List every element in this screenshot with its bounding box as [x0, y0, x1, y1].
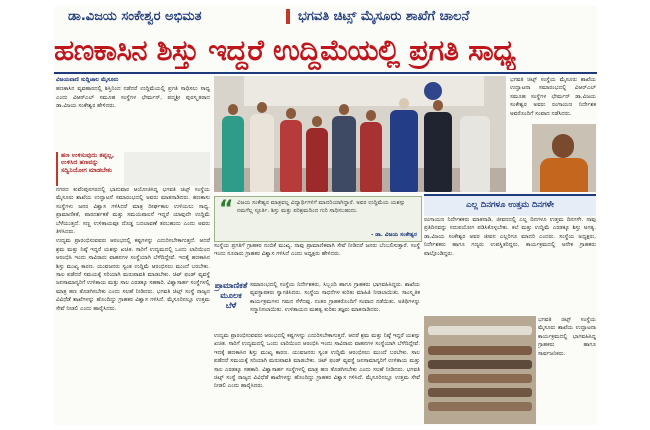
crowd-row [428, 360, 532, 369]
crowd-row [428, 346, 532, 355]
photo-person [250, 114, 274, 192]
mid-column-top [214, 242, 420, 280]
photo-person [306, 128, 328, 192]
photo-head [433, 100, 443, 111]
body-text-1: ನಗರದ ಕುವೆಂಪುನಗರದಲ್ಲಿ ಭಾನುವಾರ ಆಯೋಜಿಸಿದ್ದ ಭಗವತಿ ಚಿಟ್ಸ್ ಸಂಸ್ಥೆಯ ಮೈಸೂರು ಶಾಖೆಯ ಉದ್ಘಾಟನೆ ಸಮಾರಂಭದಲ್ಲಿ ಅವರು ಮಾತನಾಡಿದರು. ಹಣಕಾಸು ಸಂಸ್ಥೆಗಳು ಜನರ ವಿಶ್ವಾಸ ಗಳಿಸಿದರೆ ಮಾತ್ರ ದೀರ್ಘಕಾಲ ಉಳಿಯಲು ಸಾಧ್ಯ. ಪ್ರಾಮಾಣಿಕತೆ, ಪಾರದರ್ಶಕತೆ ಮತ್ತು ಸಮಯಪಾಲನೆ ಇದ್ದರೆ ಯಾವುದೇ ಉದ್ದಿಮೆ ಬೆಳೆಯುತ್ತದೆ. ಸಣ್ಣ ಉಳಿತಾಯವೂ ದೊಡ್ಡ ಬದಲಾವಣೆ ತರಬಹುದು ಎಂದು ಅವರು ತಿಳಿಸಿದರು. [56, 187, 210, 236]
side-title: ಪ್ರಾಮಾಣಿಕತೆ ಮೂಲಕ ಬೆಳೆ [214, 281, 248, 310]
event-photo [214, 76, 506, 192]
side-box-title: ಎಲ್ಲ ದಿನಗಳೂ ಉತ್ತಮ ದಿನಗಳೇ [466, 199, 554, 209]
crowd-row [428, 388, 532, 397]
side-box-header [424, 194, 596, 216]
bottom-caption [538, 316, 596, 424]
body-text-2: ಉದ್ಯಮ ಪ್ರಾರಂಭಿಸುವವರು ಆರಂಭದಲ್ಲಿ ಕಷ್ಟಗಳನ್ನು ಎದುರಿಸಬೇಕಾಗುತ್ತದೆ. ಆದರೆ ಶ್ರಮ ಮತ್ತು ನಿಷ್ಠೆ ಇದ್ದರೆ ಯಶಸ್ಸು ಖಚಿತ. ಸಾರಿಗೆ ಉದ್ಯಮದಲ್ಲಿ ಒಂದು ಲಾರಿಯಿಂದ ಆರಂಭಿಸಿ ಇಂದು ಸಾವಿರಾರು ವಾಹನಗಳ ಸಂಸ್ಥೆಯಾಗಿ ಬೆಳೆದಿದ್ದೇವೆ. ಇದಕ್ಕೆ ಹಣಕಾಸಿನ ಶಿಸ್ತು ಮುಖ್ಯ ಕಾರಣ. ಯುವಜನರು ಸ್ವಂತ ಉದ್ದಿಮೆ ಆರಂಭಿಸಲು ಮುಂದೆ ಬರಬೇಕು. ಸಾಲ ಪಡೆದರೆ ಸಮಯಕ್ಕೆ ಸರಿಯಾಗಿ ಮರುಪಾವತಿ ಮಾಡಬೇಕು. ಚಿಟ್ ಫಂಡ್ ವ್ಯವಸ್ಥೆ ಜನಸಾಮಾನ್ಯರಿಗೆ ಉಳಿತಾಯ ಮತ್ತು ಸಾಲ ಎರಡಕ್ಕೂ ಸಹಕಾರಿ. ವಿಶ್ವಾಸಾರ್ಹ ಸಂಸ್ಥೆಗಳಲ್ಲಿ ಮಾತ್ರ ಹಣ ತೊಡಗಿಸಬೇಕು ಎಂದು ಸಲಹೆ ನೀಡಿದರು. ಭಗವತಿ ಚಿಟ್ಸ್ ಸಂಸ್ಥೆ ರಾಜ್ಯದ ವಿವಿಧೆಡೆ ಶಾಖೆಗಳನ್ನು ಹೊಂದಿದ್ದು ಗ್ರಾಹಕರ ವಿಶ್ವಾಸ ಗಳಿಸಿದೆ. ಮೈಸೂರಿನಲ್ಲೂ ಉತ್ತಮ ಸೇವೆ ನೀಡಲಿ ಎಂದು ಹಾರೈಸಿದರು. [56, 238, 210, 312]
kicker-right: ಭಗವತಿ ಚಿಟ್ಸ್ ಮೈಸೂರು ಶಾಖೆಗೆ ಚಾಲನೆ [298, 9, 470, 24]
photo-backdrop [244, 76, 484, 106]
photo-person [360, 122, 382, 192]
headline-rule [54, 72, 597, 74]
photo-person [424, 112, 452, 192]
quote-mark-icon: “ [219, 197, 234, 222]
intro-column [56, 76, 210, 150]
side-box-text: ರಂಗಾಯಣ ನಿರ್ದೇಶಕರು ಮಾತನಾಡಿ, ಜೀವನದಲ್ಲಿ ಎಲ್ಲ ದಿನಗಳೂ ಉತ್ತಮ ದಿನಗಳೇ. ನಾವು ಪ್ರತಿದಿನವನ್ನು ಸದುಪಯೋಗ ಪಡಿಸಿಕೊಳ್ಳಬೇಕು. ಕಲೆ ಮತ್ತು ಉದ್ದಿಮೆ ಎರಡಕ್ಕೂ ಶಿಸ್ತು ಅಗತ್ಯ. ಡಾ.ವಿಜಯ ಸಂಕೇಶ್ವರ ಅವರ ಜೀವನ ಎಲ್ಲರಿಗೂ ಮಾದರಿ ಎಂದರು. ಸಂಸ್ಥೆಯ ಅಧ್ಯಕ್ಷರು, ನಿರ್ದೇಶಕರು ಹಾಗೂ ಗಣ್ಯರು ಉಪಸ್ಥಿತರಿದ್ದರು. ಕಾರ್ಯಕ್ರಮದಲ್ಲಿ ಅನೇಕ ಗ್ರಾಹಕರು ಪಾಲ್ಗೊಂಡಿದ್ದರು. [424, 217, 596, 257]
side-box-body [424, 216, 596, 314]
photo-head [399, 98, 409, 109]
photo-head [228, 104, 238, 115]
pull-quote: ಹಣ ಉಳಿಸುವುದು ತಪ್ಪಲ್ಲ, ಉಳಿಸಿದ ಹಣವನ್ನು ಸದ್ವಿನಿಯೋಗ ಮಾಡಬೇಕು [56, 152, 123, 186]
audience-photo [424, 316, 536, 424]
kicker-left: ಡಾ.ವಿಜಯ ಸಂಕೇಶ್ವರ ಅಭಿಮತ [68, 9, 202, 24]
photo-head [286, 108, 296, 119]
portrait-shirt [540, 158, 588, 192]
crowd-row [428, 402, 532, 411]
mid-column-side [250, 281, 420, 331]
quote-author: - ಡಾ. ವಿಜಯ ಸಂಕೇಶ್ವರ [370, 232, 417, 239]
kicker-line [54, 6, 597, 28]
photo-person [332, 116, 356, 192]
photo-head [366, 110, 376, 121]
photo-head [339, 104, 349, 115]
photo-person [390, 110, 418, 192]
portrait-photo [532, 124, 596, 192]
body-text-continued: ಉದ್ಯಮ ಪ್ರಾರಂಭಿಸುವವರು ಆರಂಭದಲ್ಲಿ ಕಷ್ಟಗಳನ್ನು ಎದುರಿಸಬೇಕಾಗುತ್ತದೆ. ಆದರೆ ಶ್ರಮ ಮತ್ತು ನಿಷ್ಠೆ ಇದ್ದರೆ ಯಶಸ್ಸು ಖಚಿತ. ಸಾರಿಗೆ ಉದ್ಯಮದಲ್ಲಿ ಒಂದು ಲಾರಿಯಿಂದ ಆರಂಭಿಸಿ ಇಂದು ಸಾವಿರಾರು ವಾಹನಗಳ ಸಂಸ್ಥೆಯಾಗಿ ಬೆಳೆದಿದ್ದೇವೆ. ಇದಕ್ಕೆ ಹಣಕಾಸಿನ ಶಿಸ್ತು ಮುಖ್ಯ ಕಾರಣ. ಯುವಜನರು ಸ್ವಂತ ಉದ್ದಿಮೆ ಆರಂಭಿಸಲು ಮುಂದೆ ಬರಬೇಕು. ಸಾಲ ಪಡೆದರೆ ಸಮಯಕ್ಕೆ ಸರಿಯಾಗಿ ಮರುಪಾವತಿ ಮಾಡಬೇಕು. ಚಿಟ್ ಫಂಡ್ ವ್ಯವಸ್ಥೆ ಜನಸಾಮಾನ್ಯರಿಗೆ ಉಳಿತಾಯ ಮತ್ತು ಸಾಲ ಎರಡಕ್ಕೂ ಸಹಕಾರಿ. ವಿಶ್ವಾಸಾರ್ಹ ಸಂಸ್ಥೆಗಳಲ್ಲಿ ಮಾತ್ರ ಹಣ ತೊಡಗಿಸಬೇಕು ಎಂದು ಸಲಹೆ ನೀಡಿದರು. ಭಗವತಿ ಚಿಟ್ಸ್ ಸಂಸ್ಥೆ ರಾಜ್ಯದ ವಿವಿಧೆಡೆ ಶಾಖೆಗಳನ್ನು ಹೊಂದಿದ್ದು ಗ್ರಾಹಕರ ವಿಶ್ವಾಸ ಗಳಿಸಿದೆ. ಮೈಸೂರಿನಲ್ಲೂ ಉತ್ತಮ ಸೇವೆ ನೀಡಲಿ ಎಂದು ಹಾರೈಸಿದರು. [214, 333, 420, 390]
photo-person [460, 116, 490, 192]
photo-logo [424, 82, 442, 100]
photo-caption-text: ಭಗವತಿ ಚಿಟ್ಸ್ ಸಂಸ್ಥೆಯ ಮೈಸೂರು ಶಾಖೆಯ ಉದ್ಘಾಟನಾ ಸಮಾರಂಭದಲ್ಲಿ ವಿಆರ್‌ಎಲ್ ಸಮೂಹ ಸಂಸ್ಥೆಗಳ ಛೇರ್ಮನ್ ಡಾ.ವಿಜಯ ಸಂಕೇಶ್ವರ ಅವರು ರಂಗಾಯಣ ನಿರ್ದೇಶಕ ಅವರೊಂದಿಗೆ ಸಂವಾದ ನಡೆಸಿದರು. [510, 77, 596, 117]
photo-banner [428, 326, 532, 335]
crowd-row [428, 374, 532, 383]
mid-column-bottom [214, 332, 420, 424]
body-column-left [56, 186, 210, 424]
mid-body-text: ಸಂಸ್ಥೆಯ ಪ್ರಗತಿಗೆ ಗ್ರಾಹಕರ ನಂಬಿಕೆ ಮುಖ್ಯ. ನಾವು ಪ್ರಾಮಾಣಿಕವಾಗಿ ಸೇವೆ ನೀಡಿದರೆ ಜನರು ಬೆಂಬಲಿಸುತ್ತಾರೆ. ಸಂಸ್ಥೆ ಇಂದು ನೂರಾರು ಗ್ರಾಹಕರ ವಿಶ್ವಾಸ ಗಳಿಸಿದೆ ಎಂದು ಅಧ್ಯಕ್ಷರು ಹೇಳಿದರು. [214, 243, 420, 258]
kicker-divider [286, 9, 290, 24]
mid-body-text-2: ಸಮಾರಂಭದಲ್ಲಿ ಸಂಸ್ಥೆಯ ನಿರ್ದೇಶಕರು, ಸಿಬ್ಬಂದಿ ಹಾಗೂ ಗ್ರಾಹಕರು ಭಾಗವಹಿಸಿದ್ದರು. ಶಾಖೆಯ ವ್ಯವಸ್ಥಾಪಕರು ಸ್ವಾಗತಿಸಿದರು. ಸಂಸ್ಥೆಯ ಸಾಧನೆಗಳ ಕುರಿತು ಮಾಹಿತಿ ನೀಡಲಾಯಿತು. ಸಾಂಸ್ಕೃತಿಕ ಕಾರ್ಯಕ್ರಮಗಳು ಗಮನ ಸೆಳೆದವು. ನಂತರ ಗ್ರಾಹಕರೊಂದಿಗೆ ಸಂವಾದ ನಡೆಯಿತು. ಅತಿಥಿಗಳನ್ನು ಸನ್ಮಾನಿಸಲಾಯಿತು. ಉಳಿತಾಯದ ಮಹತ್ವ ಕುರಿತು ತಜ್ಞರು ಮಾತನಾಡಿದರು. [250, 282, 420, 314]
newspaper-page [54, 6, 597, 425]
byline: ವಿಜಯವಾಣಿ ಸುದ್ದಿಜಾಲ ಮೈಸೂರು [56, 77, 119, 83]
bottom-caption-text: ಭಗವತಿ ಚಿಟ್ಸ್ ಸಂಸ್ಥೆಯ ಮೈಸೂರು ಶಾಖೆಯ ಉದ್ಘಾಟನಾ ಕಾರ್ಯಕ್ರಮದಲ್ಲಿ ಭಾಗವಹಿಸಿದ್ದ ಗ್ರಾಹಕರು ಹಾಗೂ ಸಾರ್ವಜನಿಕರು. [538, 317, 596, 357]
photo-person [222, 116, 244, 192]
photo-head [312, 116, 322, 127]
pull-quote-filler [124, 152, 210, 186]
photo-person [280, 120, 302, 192]
quote-box [214, 196, 422, 242]
portrait-head [552, 134, 574, 158]
quote-text: ವಿಜಯ ಸಂಕೇಶ್ವರ ಮಾತ್ರವಲ್ಲ ವಿದ್ಯಾರ್ಥಿಗಳಿಗೆ ಮಾದರಿಯಾಗಿದ್ದಾರೆ. ಅವರ ಉದ್ದಿಮೆಯ ಯಶಸ್ಸು ನಮಗೆಲ್ಲ ಸ್ಫೂರ್ತಿ. ಶಿಸ್ತು ಮತ್ತು ಪರಿಶ್ರಮದಿಂದ ಗುರಿ ಸಾಧಿಸಬಹುದು. [237, 200, 405, 214]
intro-text: ಹಣಕಾಸಿನ ವ್ಯವಹಾರದಲ್ಲಿ ಶಿಸ್ತಿನಿಂದ ನಡೆದರೆ ಉದ್ದಿಮೆಯಲ್ಲಿ ಪ್ರಗತಿ ಸಾಧಿಸಲು ಸಾಧ್ಯ ಎಂದು ವಿಆರ್‌ಎಲ್ ಸಮೂಹ ಸಂಸ್ಥೆಗಳ ಛೇರ್ಮನ್, ಪದ್ಮಶ್ರೀ ಪುರಸ್ಕೃತರಾದ ಡಾ.ವಿಜಯ ಸಂಕೇಶ್ವರ ಹೇಳಿದರು. [56, 86, 210, 110]
headline: ಹಣಕಾಸಿನ ಶಿಸ್ತು ಇದ್ದರೆ ಉದ್ದಿಮೆಯಲ್ಲಿ ಪ್ರಗತಿ ಸಾಧ್ಯ [54, 33, 516, 67]
photo-head [257, 102, 267, 113]
